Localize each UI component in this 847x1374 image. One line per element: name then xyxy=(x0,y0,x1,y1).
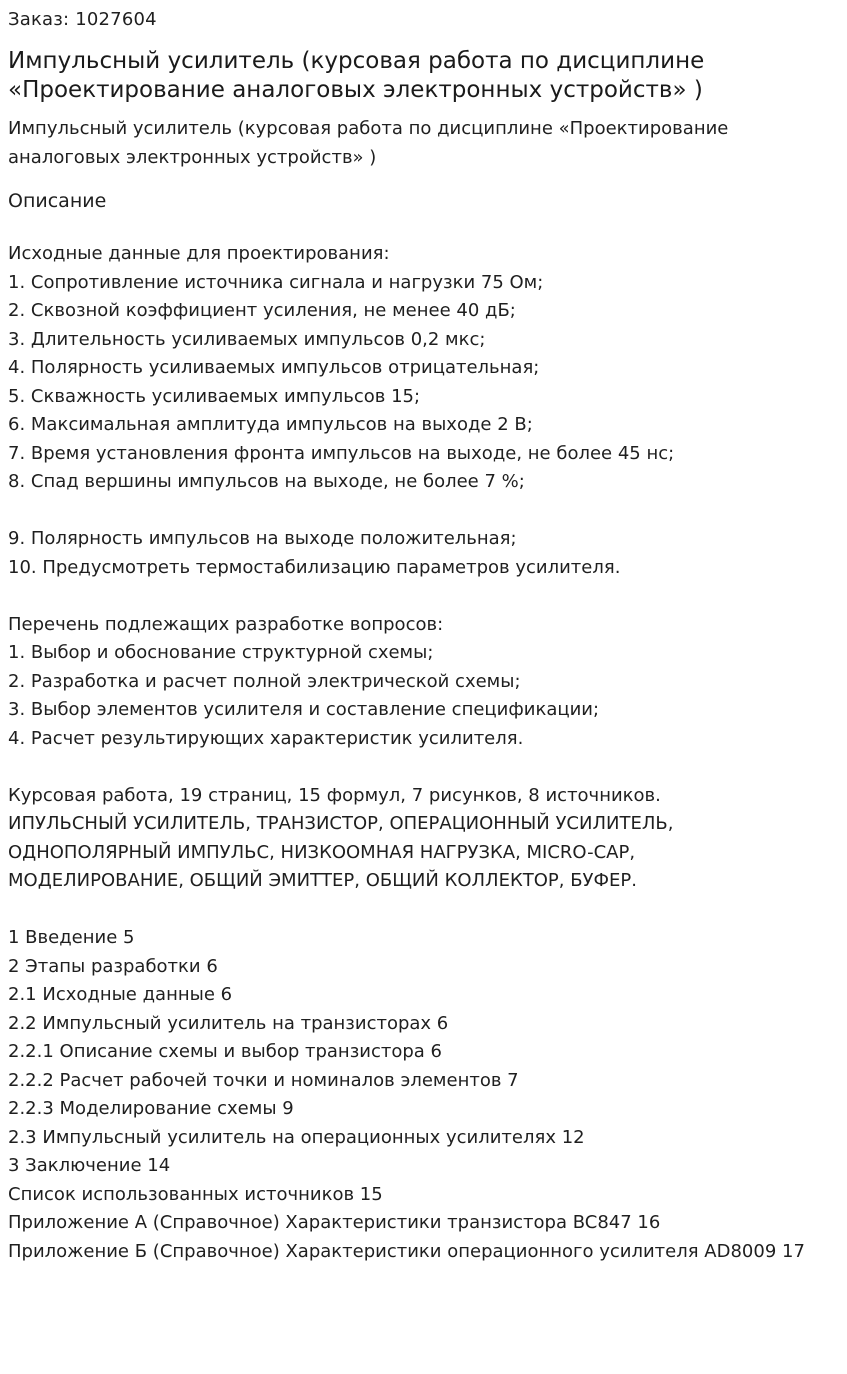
initial-data-item: 9. Полярность импульсов на выходе положительная; xyxy=(8,528,517,549)
spacer xyxy=(8,497,839,526)
initial-data-item: 3. Длительность усиливаемых импульсов 0,2 мкс; xyxy=(8,328,486,350)
contents-item: 2.2.1 Описание схемы и выбор транзистора 6 xyxy=(8,1041,442,1062)
contents-item: Приложение Б (Справочное) Характеристики операционного усилителя AD8009 17 xyxy=(8,1240,805,1262)
initial-data-item: 4. Полярность усиливаемых импульсов отрицательная; xyxy=(8,357,540,378)
page-subtitle: Импульсный усилитель (курсовая работа по дисциплине «Проектирование аналоговых электронных устройств» ) xyxy=(8,118,729,168)
initial-data-item: 8. Спад вершины импульсов на выходе, не более 7 %; xyxy=(8,471,525,492)
questions-heading: Перечень подлежащих разработке вопросов: xyxy=(8,613,444,635)
contents-item: 2.3 Импульсный усилитель на операционных усилителях 12 xyxy=(8,1126,585,1148)
spacer xyxy=(8,896,839,925)
contents-item: Приложение А (Справочное) Характеристики транзистора BC847 16 xyxy=(8,1212,661,1233)
keywords-line: ИПУЛЬСНЫЙ УСИЛИТЕЛЬ, ТРАНЗИСТОР, ОПЕРАЦИОННЫЙ УСИЛИТЕЛЬ, xyxy=(8,813,674,834)
contents-item: Список использованных источников 15 xyxy=(8,1183,383,1205)
contents-item: 2.2 Импульсный усилитель на транзисторах 6 xyxy=(8,1012,449,1034)
contents-item: 2.2.3 Моделирование схемы 9 xyxy=(8,1098,294,1119)
keywords-line: МОДЕЛИРОВАНИЕ, ОБЩИЙ ЭМИТТЕР, ОБЩИЙ КОЛЛЕКТОР, БУФЕР. xyxy=(8,870,637,891)
initial-data-item: 2. Сквозной коэффициент усиления, не менее 40 дБ; xyxy=(8,300,516,321)
description-heading: Описание xyxy=(8,190,107,212)
keywords-line: ОДНОПОЛЯРНЫЙ ИМПУЛЬС, НИЗКООМНАЯ НАГРУЗКА, MICRO-CAP, xyxy=(8,841,636,863)
initial-data-item: 10. Предусмотреть термостабилизацию параметров усилителя. xyxy=(8,556,621,578)
initial-data-item: 7. Время установления фронта импульсов на выходе, не более 45 нс; xyxy=(8,442,675,464)
initial-data-item: 5. Скважность усиливаемых импульсов 15; xyxy=(8,385,421,407)
spacer xyxy=(8,582,839,611)
document-page xyxy=(0,8,847,1266)
question-item: 3. Выбор элементов усилителя и составление спецификации; xyxy=(8,699,600,720)
question-item: 4. Расчет результирующих характеристик усилителя. xyxy=(8,727,524,749)
question-item: 2. Разработка и расчет полной электрической схемы; xyxy=(8,670,521,692)
page-title: Импульсный усилитель (курсовая работа по дисциплине «Проектирование аналоговых электронных устройств» ) xyxy=(8,48,705,103)
contents-item: 3 Заключение 14 xyxy=(8,1155,171,1176)
order-number: Заказ: 1027604 xyxy=(8,9,157,30)
initial-data-item: 1. Сопротивление источника сигнала и нагрузки 75 Ом; xyxy=(8,271,544,293)
contents-item: 1 Введение 5 xyxy=(8,927,135,948)
contents-item: 2.2.2 Расчет рабочей точки и номиналов элементов 7 xyxy=(8,1069,519,1091)
initial-data-heading: Исходные данные для проектирования: xyxy=(8,243,390,264)
description-body xyxy=(8,240,839,1266)
spacer xyxy=(8,753,839,782)
question-item: 1. Выбор и обоснование структурной схемы; xyxy=(8,642,434,663)
work-summary: Курсовая работа, 19 страниц, 15 формул, 7 рисунков, 8 источников. xyxy=(8,784,661,806)
contents-item: 2.1 Исходные данные 6 xyxy=(8,984,233,1005)
contents-item: 2 Этапы разработки 6 xyxy=(8,955,218,977)
initial-data-item: 6. Максимальная амплитуда импульсов на выходе 2 В; xyxy=(8,414,533,435)
